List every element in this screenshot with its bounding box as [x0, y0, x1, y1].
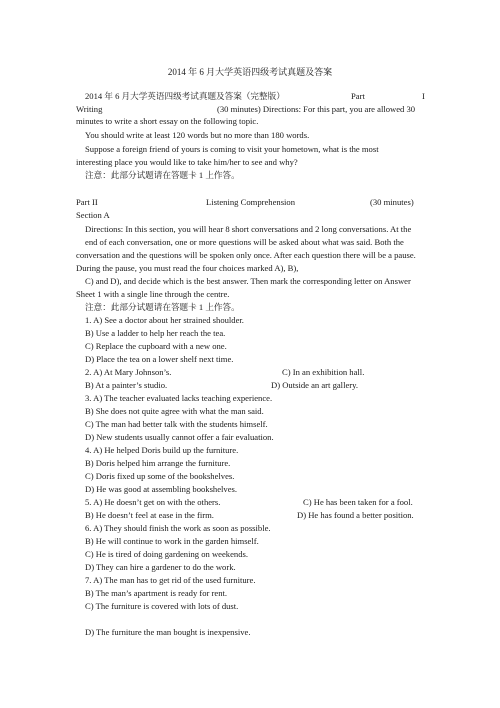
q4-option-b: B) Doris helped him arrange the furniture.: [85, 458, 231, 468]
q7-option-d: D) The furniture the man bought is inexpensive.: [85, 627, 251, 637]
q7-option-b: B) The man’s apartment is ready for rent.: [85, 588, 228, 598]
q5-option-b: B) He doesn’t feel at ease in the firm.: [85, 510, 214, 520]
directions-line6: Sheet 1 with a single line through the centre.: [76, 289, 230, 299]
directions-line1: Directions: In this section, you will hear 8 short conversations and 2 long conversations. At the: [85, 224, 412, 234]
directions-line4: During the pause, you must read the four choices marked A), B),: [76, 263, 299, 273]
q7-option-a: 7. A) The man has to get rid of the used furniture.: [85, 575, 256, 585]
q2-option-d: D) Outside an art gallery.: [271, 380, 359, 390]
q6-option-b: B) He will continue to work in the garden himself.: [85, 536, 259, 546]
q5-option-a: 5. A) He doesn’t get on with the others.: [85, 497, 221, 507]
directions-line3: conversation and the questions will be spoken only once. After each question there will be a pause.: [76, 250, 416, 260]
q2-option-b: B) At a painter’s studio.: [85, 380, 168, 390]
q1-option-c: C) Replace the cupboard with a new one.: [85, 341, 227, 351]
part2-label: Part II: [76, 197, 98, 207]
writing-line2: minutes to write a short essay on the following topic.: [76, 116, 259, 126]
writing-intro: (30 minutes) Directions: For this part, you are allowed 30: [217, 104, 416, 114]
q7-option-c: C) The furniture is covered with lots of dust.: [85, 601, 239, 611]
q3-option-c: C) The man had better talk with the students himself.: [85, 419, 268, 429]
directions-line2: end of each conversation, one or more questions will be asked about what was said. Both the: [85, 237, 404, 247]
q4-option-d: D) He was good at assembling bookshelves.: [85, 484, 238, 494]
q1-option-a: 1. A) See a doctor about her strained shoulder.: [85, 315, 244, 325]
part1-label: Part: [351, 91, 365, 101]
q3-option-a: 3. A) The teacher evaluated lacks teaching experience.: [85, 393, 273, 403]
part2-title: Listening Comprehension: [206, 197, 296, 207]
section-a: Section A: [76, 210, 110, 220]
q6-option-d: D) They can hire a gardener to do the work.: [85, 562, 236, 572]
document-title: 2014 年 6 月大学英语四级考试真题及答案: [167, 67, 333, 77]
part2-time: (30 minutes): [370, 197, 414, 207]
q6-option-c: C) He is tired of doing gardening on weekends.: [85, 549, 249, 559]
note-2: 注意：此部分试题请在答题卡 1 上作答。: [85, 302, 240, 312]
header-title: 2014 年 6 月大学英语四级考试真题及答案（完整版）: [85, 91, 285, 101]
topic-line1: Suppose a foreign friend of yours is coming to visit your hometown, what is the most: [85, 144, 379, 154]
part1-roman: I: [422, 91, 425, 101]
q5-option-c: C) He has been taken for a fool.: [303, 497, 413, 507]
q6-option-a: 6. A) They should finish the work as soon as possible.: [85, 523, 271, 533]
q2-option-a: 2. A) At Mary Johnson’s.: [85, 367, 172, 377]
q4-option-a: 4. A) He helped Doris build up the furniture.: [85, 445, 239, 455]
note-1: 注意：此部分试题请在答题卡 1 上作答。: [85, 170, 240, 180]
writing-label: Writing: [76, 104, 103, 114]
q5-option-d: D) He has found a better position.: [297, 510, 414, 520]
directions-line5: C) and D), and decide which is the best answer. Then mark the corresponding letter on Answer: [85, 276, 411, 286]
q1-option-b: B) Use a ladder to help her reach the tea.: [85, 328, 226, 338]
q4-option-c: C) Doris fixed up some of the bookshelves.: [85, 471, 235, 481]
q2-option-c: C) In an exhibition hall.: [282, 367, 365, 377]
writing-words: You should write at least 120 words but no more than 180 words.: [85, 130, 310, 140]
topic-line2: interesting place you would like to take him/her to see and why?: [76, 157, 298, 167]
q3-option-b: B) She does not quite agree with what the man said.: [85, 406, 264, 416]
q3-option-d: D) New students usually cannot offer a fair evaluation.: [85, 432, 274, 442]
q1-option-d: D) Place the tea on a lower shelf next time.: [85, 354, 234, 364]
